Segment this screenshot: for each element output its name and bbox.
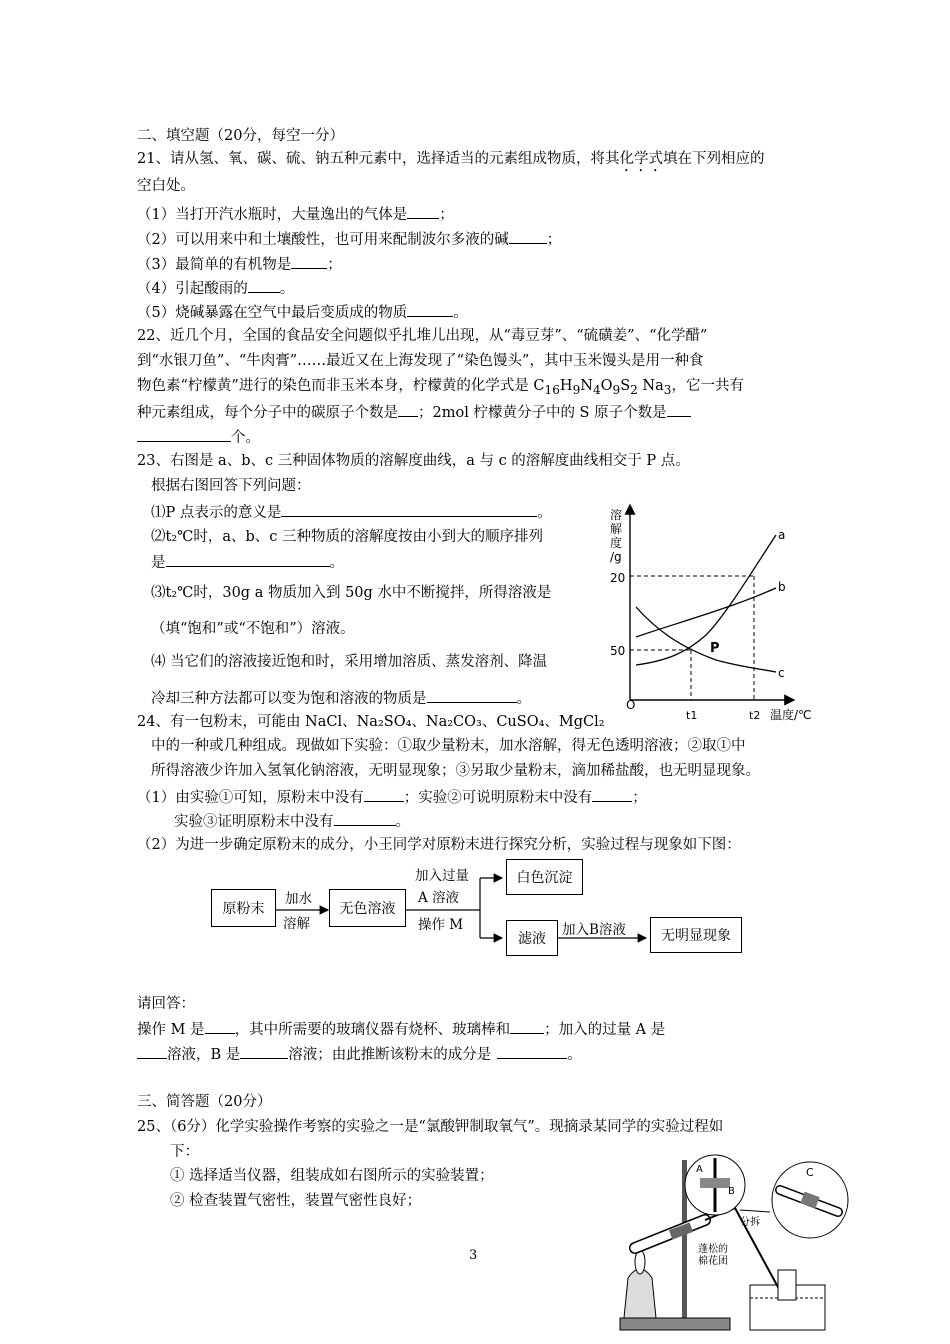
q21-stem2: 空白处。: [137, 178, 195, 194]
answer-blank[interactable]: [510, 1018, 544, 1034]
burner: [624, 1269, 656, 1318]
q25-line4: ② 检查装置气密性，装置气密性良好；: [170, 1193, 422, 1209]
label-a-solution: A 溶液: [418, 890, 460, 906]
q21-item3: （3）最简单的有机物是 ；: [137, 253, 342, 275]
section3-title: 三、简答题（20分）: [137, 1094, 272, 1110]
stand-base: [620, 1318, 730, 1330]
q25-line3: ① 选择适当仪器，组装成如右图所示的实验装置；: [170, 1168, 494, 1184]
y-tick-20: 50: [610, 644, 626, 658]
emphasis-text: 化学式: [619, 151, 663, 167]
q21-item1: （1）当打开汽水瓶时，大量逸出的气体是 ；: [137, 203, 454, 225]
q22-line2: 到“水银刀鱼”、“牛肉膏”……最近又在上海发现了“染色馒头”，其中玉米馒头是用一种食: [137, 353, 704, 369]
label-c: C: [806, 1166, 814, 1179]
label-add-excess: 加入过量: [415, 868, 469, 884]
series-label-b: b: [778, 580, 786, 594]
split-arrow: [740, 1210, 770, 1212]
answer-line1: 操作 M 是 ，其中所需要的玻璃仪器有烧杯、玻璃棒和 ；加入的过量 A 是: [137, 1018, 665, 1040]
q23-line6: ⑶t₂℃时，30g a 物质加入到 50g 水中不断搅拌，所得溶液是: [151, 585, 552, 601]
curve-c: [636, 607, 776, 672]
answer-blank[interactable]: [205, 1018, 235, 1034]
x-axis-label: 温度/℃: [770, 708, 812, 722]
y-tick-50: 20: [610, 571, 626, 585]
q21-item5: （5）烧碱暴露在空气中最后变质成的物质 。: [137, 301, 468, 323]
q22-line1: 22、近几个月，全国的食品安全问题似乎扎堆儿出现，从“毒豆芽”、“硫磺姜”、“化学醋”: [137, 328, 708, 344]
box-filtrate: 滤液: [506, 920, 558, 956]
solubility-chart: [606, 495, 812, 725]
curve-a: [636, 535, 776, 665]
answer-blank[interactable]: [166, 551, 330, 567]
q24-line2: 中的一种或几种组成。现做如下实验：①取少量粉末，加水溶解，得无色透明溶液；②取①中: [151, 738, 746, 754]
q24-line1: 24、有一包粉末，可能由 NaCl、Na₂SO₄、Na₂CO₃、CuSO₄、MgCl₂: [137, 714, 605, 730]
page-number: 3: [469, 1248, 478, 1263]
label-add-water: 加水: [285, 891, 312, 907]
q22-line4: 种元素组成，每个分子中的碳原子个数是 ；2mol 柠檬黄分子中的 S 原子个数是: [137, 401, 691, 423]
answer-blank[interactable]: [667, 401, 691, 417]
x-tick-t1: t1: [686, 709, 698, 722]
label-cotton-2: 棉花团: [698, 1256, 728, 1267]
q22-line5: 个。: [137, 426, 260, 448]
series-label-c: c: [778, 666, 785, 680]
y-axis-label-1: 溶: [610, 508, 623, 522]
q23-line2: 根据右图回答下列问题：: [151, 478, 311, 494]
label-a: A: [696, 1164, 703, 1175]
q23-line5: 是 。: [151, 551, 344, 573]
curve-b: [636, 588, 776, 637]
answer-blank[interactable]: [427, 687, 517, 703]
label-split: 分拆: [740, 1217, 760, 1228]
answer-blank[interactable]: [137, 1043, 167, 1059]
answer-blank[interactable]: [497, 1043, 567, 1059]
answer-blank[interactable]: [291, 253, 327, 269]
series-label-a: a: [778, 528, 786, 542]
label-b: B: [728, 1186, 735, 1197]
answer-blank[interactable]: [509, 228, 547, 244]
q21-stem: 21、请从氢、氧、碳、硫、钠五种元素中，选择适当的元素组成物质，将其化学式填在下列相应的: [137, 151, 765, 167]
y-axis-label-3: 度: [610, 536, 623, 550]
box-colorless-solution: 无色溶液: [329, 889, 406, 927]
q24-line5: 实验③证明原粉末中没有 。: [174, 810, 410, 832]
apparatus-illustration: [610, 1150, 860, 1340]
q23-line1: 23、右图是 a、b、c 三种固体物质的溶解度曲线，a 与 c 的溶解度曲线相交于 P 点。: [137, 453, 690, 469]
answer-prompt: 请回答：: [137, 996, 195, 1012]
answer-blank[interactable]: [407, 203, 439, 219]
q23-line7: （填“饱和”或“不饱和”）溶液。: [151, 621, 355, 637]
answer-blank[interactable]: [364, 786, 404, 802]
answer-blank[interactable]: [137, 426, 231, 442]
label-dissolve: 溶解: [283, 916, 310, 932]
q24-line4: （1）由实验①可知，原粉末中没有 ；实验②可说明原粉末中没有 ；: [137, 786, 647, 808]
answer-blank[interactable]: [334, 810, 396, 826]
q23-line9: 冷却三种方法都可以变为饱和溶液的物质是 。: [151, 687, 531, 709]
answer-line2: 溶液，B 是 溶液；由此推断该粉末的成分是 。: [137, 1043, 582, 1065]
box-raw-powder: 原粉末: [211, 889, 276, 927]
y-axis-label-4: /g: [610, 550, 622, 564]
origin-label: O: [626, 698, 636, 712]
answer-blank[interactable]: [398, 401, 418, 417]
box-no-change: 无明显现象: [650, 917, 742, 953]
point-p-label: P: [710, 641, 720, 656]
q22-line3: 物色素“柠檬黄”进行的染色而非玉米本身，柠檬黄的化学式是 $C_{16}H_9N_4O_9S_2$ $Na_3$，它一共有: [137, 378, 744, 397]
answer-blank[interactable]: [407, 301, 453, 317]
q24-line3: 所得溶液少许加入氢氧化钠溶液，无明显现象；③另取少量粉末，滴加稀盐酸，也无明显现象。: [151, 763, 760, 779]
collecting-bottle: [778, 1270, 796, 1300]
label-operation-m: 操作 M: [418, 917, 464, 933]
label-cotton-1: 蓬松的: [698, 1244, 728, 1255]
q23-line8: ⑷ 当它们的溶液接近饱和时，采用增加溶质、蒸发溶剂、降温: [151, 654, 548, 670]
q23-line3: ⑴P 点表示的意义是 。: [151, 501, 552, 523]
test-tube: [635, 1220, 705, 1248]
q23-line4: ⑵t₂℃时，a、b、c 三种物质的溶解度按由小到大的顺序排列: [151, 529, 544, 545]
label-add-b: 加入B溶液: [562, 922, 626, 938]
answer-blank[interactable]: [248, 277, 280, 293]
x-tick-t2: t2: [749, 709, 761, 722]
q21-item4: （4）引起酸雨的 。: [137, 277, 294, 299]
q25-line2: 下：: [170, 1144, 199, 1160]
answer-blank[interactable]: [281, 501, 537, 517]
box-white-precipitate: 白色沉淀: [506, 859, 583, 895]
section2-title: 二、填空题（20分，每空一分）: [137, 128, 344, 144]
y-axis-label-2: 解: [610, 522, 623, 536]
q24-line6: （2）为进一步确定原粉末的成分，小王同学对原粉末进行探究分析，实验过程与现象如下图：: [137, 837, 741, 853]
answer-blank[interactable]: [240, 1043, 288, 1059]
answer-blank[interactable]: [592, 786, 632, 802]
q21-item2: （2）可以用来中和土壤酸性，也可用来配制波尔多液的碱 ；: [137, 228, 561, 250]
q25-line1: 25、（6分）化学实验操作考察的实验之一是“氯酸钾制取氧气”。现摘录某同学的实验过程如: [137, 1119, 724, 1135]
